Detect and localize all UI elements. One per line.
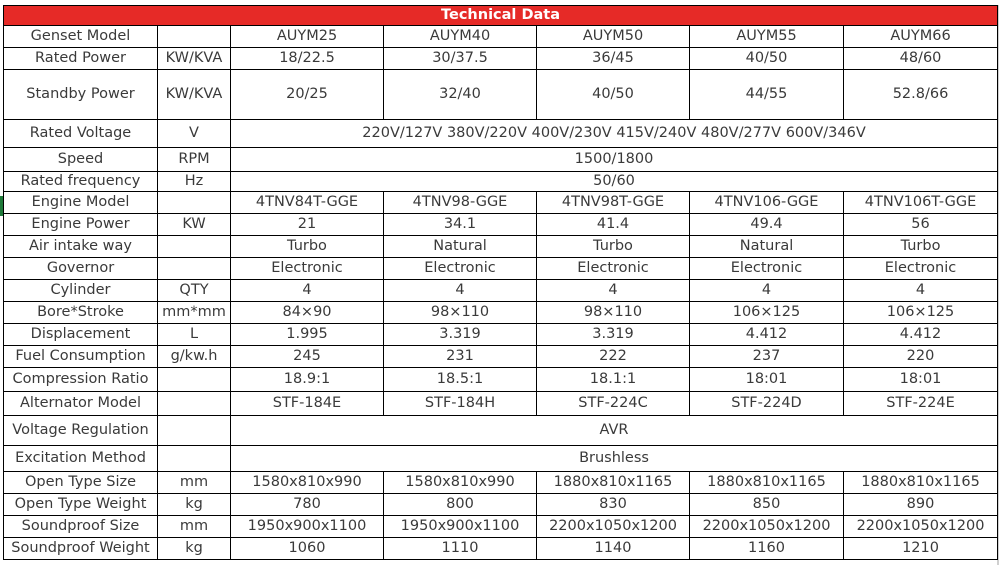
row-label[interactable]: Excitation Method [4,446,158,472]
row-value[interactable]: 830 [537,494,690,516]
row-value[interactable]: STF-184H [384,392,537,416]
table-row [4,302,998,324]
table-row [4,192,998,214]
row-value[interactable]: 850 [690,494,844,516]
table-row [4,148,998,172]
table-row [4,416,998,446]
row-label[interactable]: Open Type Weight [4,494,158,516]
row-value[interactable]: AUYM40 [384,26,537,48]
row-unit[interactable]: QTY [158,280,231,302]
row-value[interactable]: 1210 [844,538,998,560]
row-value[interactable]: STF-184E [231,392,384,416]
row-value[interactable]: 220 [844,346,998,368]
row-value[interactable]: 3.319 [384,324,537,346]
row-value[interactable]: 18/22.5 [231,48,384,70]
table-row [4,26,998,48]
row-value-merged[interactable]: AVR [231,416,998,446]
row-value[interactable]: Electronic [690,258,844,280]
row-value[interactable]: Natural [384,236,537,258]
row-value[interactable]: 4TNV98-GGE [384,192,537,214]
row-value[interactable]: 18.5:1 [384,368,537,392]
row-value[interactable]: 222 [537,346,690,368]
row-value[interactable]: AUYM25 [231,26,384,48]
row-value[interactable]: 4 [537,280,690,302]
technical-data-table [3,5,998,560]
table-row [4,120,998,148]
row-value[interactable]: 1880x810x1165 [537,472,690,494]
row-value[interactable]: 1580x810x990 [384,472,537,494]
row-unit[interactable] [158,236,231,258]
row-value[interactable]: 36/45 [537,48,690,70]
table-row [4,472,998,494]
row-value[interactable]: Electronic [844,258,998,280]
row-label[interactable]: Engine Power [4,214,158,236]
row-value[interactable]: 231 [384,346,537,368]
row-label[interactable]: Soundproof Weight [4,538,158,560]
table-row [4,214,998,236]
row-value[interactable]: 4 [231,280,384,302]
row-label[interactable]: Open Type Size [4,472,158,494]
table-title: Technical Data [4,6,998,26]
row-value[interactable]: 106×125 [844,302,998,324]
row-value[interactable]: 800 [384,494,537,516]
row-unit[interactable] [158,392,231,416]
row-value-merged[interactable]: Brushless [231,446,998,472]
row-value[interactable]: 20/25 [231,70,384,120]
table-row [4,516,998,538]
row-value[interactable]: STF-224C [537,392,690,416]
row-value[interactable]: 1950x900x1100 [231,516,384,538]
row-unit[interactable]: RPM [158,148,231,172]
table-row [4,172,998,192]
row-value[interactable]: 21 [231,214,384,236]
table-row [4,70,998,120]
row-value[interactable]: 4.412 [690,324,844,346]
table-row [4,494,998,516]
row-label[interactable]: Genset Model [4,26,158,48]
row-unit[interactable]: kg [158,494,231,516]
row-unit[interactable] [158,368,231,392]
row-value[interactable]: 2200x1050x1200 [844,516,998,538]
table-row [4,48,998,70]
row-unit[interactable]: L [158,324,231,346]
row-label[interactable]: Alternator Model [4,392,158,416]
table-row [4,324,998,346]
row-value[interactable]: STF-224E [844,392,998,416]
row-value[interactable]: 1950x900x1100 [384,516,537,538]
row-unit[interactable] [158,192,231,214]
row-value[interactable]: Electronic [537,258,690,280]
row-unit[interactable]: g/kw.h [158,346,231,368]
row-value[interactable]: 34.1 [384,214,537,236]
row-value[interactable]: 52.8/66 [844,70,998,120]
row-value[interactable]: 2200x1050x1200 [690,516,844,538]
row-label[interactable]: Rated Voltage [4,120,158,148]
row-unit[interactable]: V [158,120,231,148]
table-row [4,392,998,416]
row-value[interactable]: 245 [231,346,384,368]
row-unit[interactable]: mm [158,516,231,538]
row-unit[interactable]: mm [158,472,231,494]
row-label[interactable]: Rated Power [4,48,158,70]
row-value[interactable]: 1060 [231,538,384,560]
row-value[interactable]: Turbo [844,236,998,258]
table-row [4,236,998,258]
row-value[interactable]: 1880x810x1165 [690,472,844,494]
row-label[interactable]: Standby Power [4,70,158,120]
row-label[interactable]: Voltage Regulation [4,416,158,446]
row-value[interactable]: 30/37.5 [384,48,537,70]
row-unit[interactable] [158,26,231,48]
table-row [4,446,998,472]
row-value[interactable]: 18:01 [690,368,844,392]
row-label[interactable]: Displacement [4,324,158,346]
row-value-merged[interactable]: 220V/127V 380V/220V 400V/230V 415V/240V 480V/277V 600V/346V [231,120,998,148]
row-unit[interactable] [158,416,231,446]
table-row [4,538,998,560]
row-value[interactable]: 4TNV98T-GGE [537,192,690,214]
row-value[interactable]: 44/55 [690,70,844,120]
row-value[interactable]: 18.9:1 [231,368,384,392]
row-value[interactable]: 1110 [384,538,537,560]
row-value[interactable]: 4TNV106T-GGE [844,192,998,214]
table-row [4,368,998,392]
row-label[interactable]: Engine Model [4,192,158,214]
row-unit[interactable]: mm*mm [158,302,231,324]
row-label[interactable]: Cylinder [4,280,158,302]
row-value[interactable]: 3.319 [537,324,690,346]
row-value[interactable]: 48/60 [844,48,998,70]
row-value[interactable]: 98×110 [384,302,537,324]
row-value-merged[interactable]: 1500/1800 [231,148,998,172]
row-value[interactable]: 49.4 [690,214,844,236]
row-value[interactable]: 4 [384,280,537,302]
row-unit[interactable]: kg [158,538,231,560]
row-value[interactable]: 4 [690,280,844,302]
row-value[interactable]: 84×90 [231,302,384,324]
row-unit[interactable]: Hz [158,172,231,192]
row-value[interactable]: 106×125 [690,302,844,324]
row-unit[interactable]: KW/KVA [158,70,231,120]
row-value[interactable]: Turbo [537,236,690,258]
row-value[interactable]: 780 [231,494,384,516]
row-label[interactable]: Fuel Consumption [4,346,158,368]
row-value[interactable]: Electronic [231,258,384,280]
row-value[interactable]: 40/50 [690,48,844,70]
row-value-merged[interactable]: 50/60 [231,172,998,192]
row-unit[interactable]: KW [158,214,231,236]
row-unit[interactable] [158,446,231,472]
row-value[interactable]: AUYM55 [690,26,844,48]
row-unit[interactable] [158,258,231,280]
table-row [4,280,998,302]
table-row [4,258,998,280]
row-label[interactable]: Compression Ratio [4,368,158,392]
row-value[interactable]: STF-224D [690,392,844,416]
row-value[interactable]: 1.995 [231,324,384,346]
table-row [4,346,998,368]
row-value[interactable]: AUYM50 [537,26,690,48]
row-label[interactable]: Bore*Stroke [4,302,158,324]
row-value[interactable]: 4TNV84T-GGE [231,192,384,214]
row-value[interactable]: 41.4 [537,214,690,236]
row-value[interactable]: 32/40 [384,70,537,120]
row-label[interactable]: Rated frequency [4,172,158,192]
row-value[interactable]: Natural [690,236,844,258]
row-value[interactable]: 237 [690,346,844,368]
row-value[interactable]: Turbo [231,236,384,258]
row-value[interactable]: 40/50 [537,70,690,120]
row-value[interactable]: 1880x810x1165 [844,472,998,494]
title-row [4,6,998,26]
row-value[interactable]: 1140 [537,538,690,560]
row-label[interactable]: Governor [4,258,158,280]
row-value[interactable]: 1580x810x990 [231,472,384,494]
row-value[interactable]: 1160 [690,538,844,560]
row-value[interactable]: 2200x1050x1200 [537,516,690,538]
row-unit[interactable]: KW/KVA [158,48,231,70]
row-label[interactable]: Soundproof Size [4,516,158,538]
row-value[interactable]: Electronic [384,258,537,280]
row-label[interactable]: Speed [4,148,158,172]
row-value[interactable]: AUYM66 [844,26,998,48]
row-value[interactable]: 56 [844,214,998,236]
row-value[interactable]: 98×110 [537,302,690,324]
row-value[interactable]: 4TNV106-GGE [690,192,844,214]
row-value[interactable]: 18:01 [844,368,998,392]
row-value[interactable]: 4.412 [844,324,998,346]
row-value[interactable]: 4 [844,280,998,302]
row-value[interactable]: 890 [844,494,998,516]
row-label[interactable]: Air intake way [4,236,158,258]
row-value[interactable]: 18.1:1 [537,368,690,392]
